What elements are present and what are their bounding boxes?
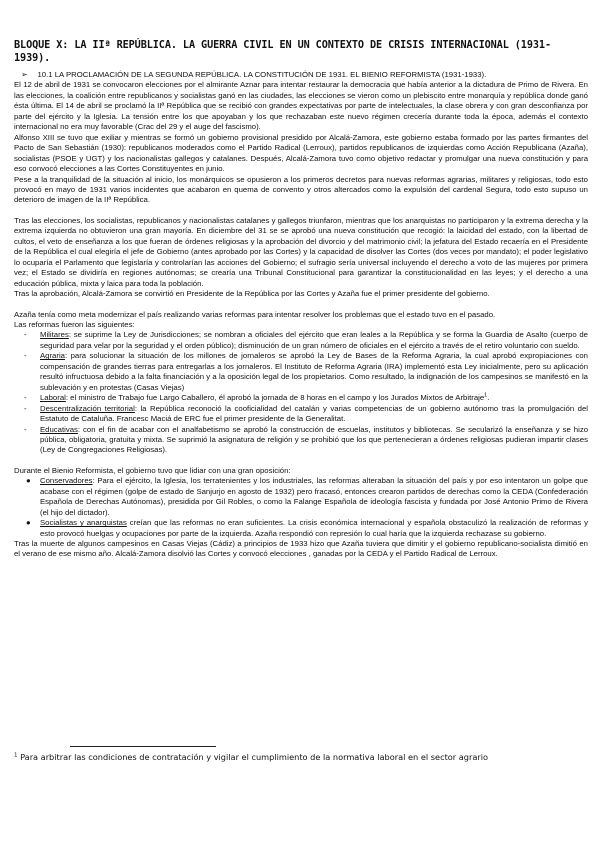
- dash-bullet: -: [24, 424, 27, 434]
- opposition-list: [14, 476, 588, 539]
- reform-term: Descentralización territorial: [40, 403, 135, 413]
- paragraph-7: Las reformas fueron las siguientes:: [14, 319, 135, 329]
- arrow-bullet-icon: ➢: [21, 70, 28, 79]
- list-item: [14, 393, 588, 403]
- opposition-term: Socialistas y anarquistas: [40, 518, 127, 528]
- opposition-text: creían que las reformas no eran suficientes. La crisis económica internacional y española obstaculizó la realización de reformas y esto provocó huelgas y ocupaciones por parte de la izquierda. Azaña respondió con represión lo cual haría que la izquierda rechazase su gobierno.: [40, 518, 589, 538]
- reform-text: : el ministro de Trabajo fue Largo Caballero, él aprobó la jornada de 8 horas en el campo y los Jurados Mixtos de Arbitraje: [65, 393, 485, 403]
- footnote-ref[interactable]: 1: [484, 392, 488, 399]
- dash-bullet: -: [24, 403, 27, 413]
- list-item: [14, 476, 588, 518]
- reform-term: Laboral: [40, 393, 66, 403]
- reform-term: Educativas: [40, 424, 78, 434]
- reform-text: : con el fin de acabar con el analfabetismo se aprobó la construcción de escuelas, institutos y bibliotecas. Se secularizó la enseñanza y se hizo pública, obligatoria, gratuita y mixta. Se suprimió la asignatura de religión y se prohibió que los que pertenecieran a órdenes religiosas pudieran impartir clases (Ley de Congregaciones Religiosas).: [40, 424, 588, 455]
- dash-bullet: -: [24, 351, 27, 361]
- opposition-term: Conservadores: [40, 476, 93, 486]
- paragraph-gap: [14, 300, 588, 310]
- footnote: [14, 752, 574, 764]
- opposition-text: : Para el ejército, la Iglesia, los terratenientes y los industriales, las reformas alteraban la situación del país y por eso intentaron un golpe que acabase con el régimen (golpe de estado de Sanjurjo en agosto de 1932) pero fracasó, entonces crearon partidos de derechas como la CEDA (Confederación Española de Derechas Autónomas), presidida por Gil Robles, o como la Falange Española de ideología fascista y fundada por José Antonio Primo de Rivera (el hijo del dictador).: [40, 476, 588, 517]
- list-item: [14, 404, 588, 425]
- round-bullet-icon: ●: [26, 518, 31, 528]
- dash-bullet: -: [24, 393, 27, 403]
- section-heading-text: 10.1 LA PROCLAMACIÓN DE LA SEGUNDA REPÚBLICA. LA CONSTITUCIÓN DE 1931. EL BIENIO REFORMISTA (1931-1933).: [37, 70, 487, 79]
- paragraph-6: Azaña tenía como meta modernizar el país realizando varias reformas para intentar resolver los problemas que el estado tuvo en el pasado.: [14, 309, 496, 319]
- paragraph-gap: [14, 206, 588, 216]
- paragraph-4: Tras las elecciones, los socialistas, republicanos y nacionalistas catalanes y gallegos triunfaron, mientras que los anarquistas no participaron y la extrema derecha y la extrema izquierda no obtuvieron una gran mayoría. En diciembre del 31 se se aprobó una nueva constitución que recogió: la laicidad del estado, con la libertad de cultos, el veto de enseñanza a los que fueran de órdenes religiosas y la aprobación del divorcio y del matrimonio civil; la jefatura del Estado recaería en el Presidente de la República el cual elegiría el jefe de Gobierno (antes aprobado por las Cortes) y la capacidad de disolver las Cortes (dos veces por mandato); el poder legislativo lo ocuparía el Parlamento que legislaría y controlarían las acciones del Gobierno; el sufragio sería universal incluyendo el derecho a voto de las mujeres por primera vez; el Estado se dividiría en regiones autónomas; se crearía una Tribunal Constitucional para garantizar la constitucionalidad en las leyes; y el derecho a una educación pública, mixta y laica para toda la población.: [14, 215, 588, 288]
- paragraph-8: Durante el Bienio Reformista, el gobierno tuvo que lidiar con una gran oposición:: [14, 465, 291, 475]
- round-bullet-icon: ●: [26, 476, 31, 486]
- paragraph-3: Pese a la tranquilidad de la situación al inicio, los monárquicos se opusieron a los primeros decretos para nuevas reformas agrarias, militares y religiosas, todo esto provocó en mayo de 1931 varios incidentes que acabaron en quema de convento y otros altercados como la expulsión del cardenal Segura, todo esto supuso un deterioro de imagen de la IIª República.: [14, 174, 588, 205]
- footnote-number: 1: [14, 752, 18, 759]
- document-title: BLOQUE X: LA IIª REPÚBLICA. LA GUERRA CIVIL EN UN CONTEXTO DE CRISIS INTERNACIONAL (1931-1939).: [14, 40, 551, 64]
- paragraph-gap: [14, 456, 588, 466]
- reform-term: Agraria: [40, 351, 65, 361]
- paragraph-9: Tras la muerte de algunos campesinos en Casas Viejas (Cádiz) a principios de 1933 hizo que Azaña tuviera que dimitir y el gobierno republicano-socialista dimitió en el verano de ese mismo año. Alcalá-Zamora disolvió las Cortes y convocó elecciones , ganadas por la CEDA y el Partido Radical de Lerroux.: [14, 539, 588, 559]
- list-item: [14, 518, 588, 539]
- reform-text: : se suprime la Ley de Jurisdicciones; se nombran a oficiales del ejército que eran leales a la República y se forma la Guardia de Asalto (cuerpo de seguridad para velar por la seguridad y el orden público); disminución de un gran número de oficiales en el ejército a través de el retiro voluntario con sueldo.: [40, 330, 588, 350]
- document-body: [14, 70, 588, 560]
- reform-text-end: .: [487, 393, 490, 403]
- dash-bullet: -: [24, 330, 27, 340]
- footnote-separator: [70, 746, 216, 747]
- reform-term: Militares: [40, 330, 69, 340]
- footnote-text: Para arbitrar las condiciones de contratación y vigilar el cumplimiento de la normativa laboral en el sector agrario: [17, 752, 489, 762]
- reforms-list: [14, 330, 588, 455]
- paragraph-1: El 12 de abril de 1931 se convocaron elecciones por el almirante Aznar para intentar restaurar la democracia que había anterior a la dictadura de Primo de Rivera. En las elecciones, la coalición entre republicanos y socialistas ganó en las ciudades, las elecciones se vieron como un plebiscito entre monarquía y república donde ganó ésta última. El 14 de abril se proclamó la IIª República que se recibió con grandes expectativas por parte de intelectuales, la clase obrera y con gran desconfianza por parte del ejército y la Iglesia. La tensión entre los que apoyaban y los que rechazaban este nuevo régimen crecería durante toda la época, además el contexto internacional no era muy favorable (Crac del 29 y el auge del fascismo).: [14, 80, 588, 132]
- list-item: [14, 330, 588, 351]
- reform-text: : para solucionar la situación de los millones de jornaleros se aprobó la Ley de Bases de la Reforma Agraria, la cual aprobó expropiaciones con compensación de grandes tierras para entregarlas a los jornaleros. El Instituto de Reforma Agraria (IRA) implementó esta Ley inicialmente, pero su aplicación resultó infructuosa debido a la falta financiación y a la oposición legal de los propietarios. Como resultado, la indignación de los campesinos se manifestó en la sublevación y en protestas (Casas Viejas): [40, 351, 588, 392]
- paragraph-2: Alfonso XIII se tuvo que exiliar y mientras se formó un gobierno provisional presidido por Alcalá-Zamora, este gobierno estaba formado por las partes firmantes del Pacto de San Sebastián (1930): republicanos moderados como el Partido Radical (Lerroux), partidos republicanos de izquierdas como Acción Republicana (Azaña), socialistas (PSOE y UGT) y los nacionalistas gallegos y catalanes. Después, Alcalá-Zamora tuvo como objetivo redactar y promulgar una nueva constitución y para eso convocó elecciones a las Cortes Constituyentes en junio.: [14, 132, 588, 174]
- section-heading: [14, 70, 588, 80]
- reform-text: : la República reconoció la cooficialidad del catalán y varias competencias de un gobierno autónomo tras la promulgación del Estatuto de Cataluña. Francesc Maciá de ERC fue el primer presidente de la Generalitat.: [40, 403, 588, 424]
- paragraph-5: Tras la aprobación, Alcalá-Zamora se convirtió en Presidente de la República por las Cortes y Azaña fue el primer presidente del gobierno.: [14, 289, 490, 299]
- list-item: [14, 351, 588, 393]
- list-item: [14, 425, 588, 456]
